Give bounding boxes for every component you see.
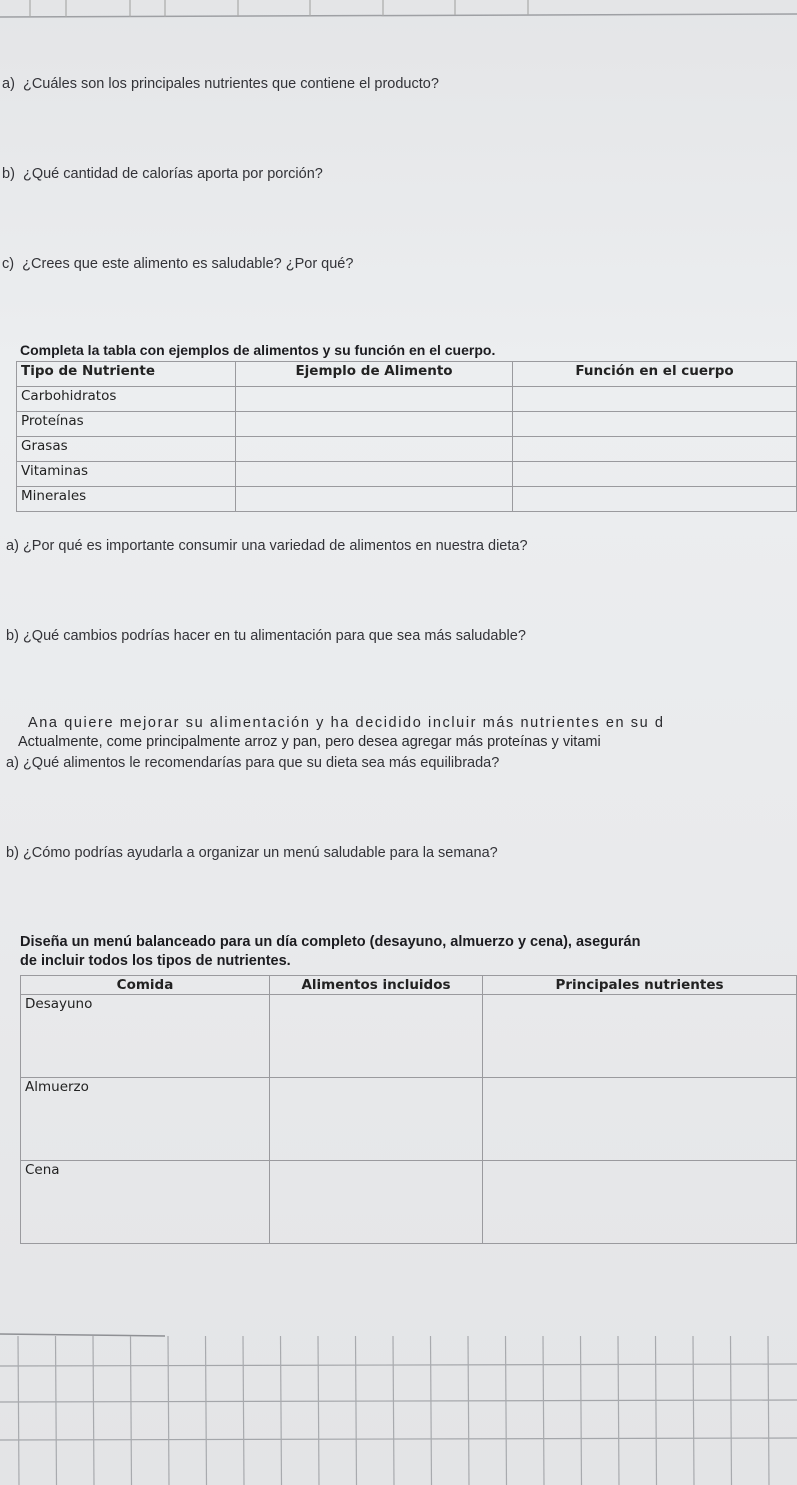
answer-cell[interactable]	[513, 437, 797, 462]
question-changes: b) ¿Qué cambios podrías hacer en tu alimentación para que sea más saludable?	[6, 628, 526, 644]
nutrient-cell: Grasas	[17, 437, 236, 462]
table-row	[21, 1161, 797, 1244]
question-b: b) ¿Qué cantidad de calorías aporta por porción?	[2, 166, 323, 182]
meal-cell: Almuerzo	[21, 1078, 270, 1161]
answer-cell[interactable]	[270, 1161, 483, 1244]
table-row	[21, 1078, 797, 1161]
answer-cell[interactable]	[483, 1078, 797, 1161]
answer-cell[interactable]	[513, 487, 797, 512]
nutrient-cell: Carbohidratos	[17, 387, 236, 412]
nutrient-cell: Proteínas	[17, 412, 236, 437]
answer-cell[interactable]	[236, 412, 513, 437]
table-row	[17, 387, 797, 412]
meal-cell: Desayuno	[21, 995, 270, 1078]
answer-cell[interactable]	[236, 487, 513, 512]
answer-cell[interactable]	[483, 995, 797, 1078]
header-food-example: Ejemplo de Alimento	[236, 362, 513, 387]
table-row	[17, 437, 797, 462]
answer-cell[interactable]	[483, 1161, 797, 1244]
scenario-line-2: Actualmente, come principalmente arroz y pan, pero desea agregar más proteínas y vitami	[18, 734, 601, 750]
answer-cell[interactable]	[513, 412, 797, 437]
table-row	[17, 462, 797, 487]
header-main-nutrients: Principales nutrientes	[483, 976, 797, 995]
nutrient-table	[16, 361, 797, 512]
table-header-row	[21, 976, 797, 995]
table-row	[17, 487, 797, 512]
grid-paper-top	[0, 0, 797, 18]
header-body-function: Función en el cuerpo	[513, 362, 797, 387]
answer-cell[interactable]	[270, 1078, 483, 1161]
grid-paper-bottom	[0, 1330, 797, 1485]
meal-cell: Cena	[21, 1161, 270, 1244]
header-meal: Comida	[21, 976, 270, 995]
table1-title: Completa la tabla con ejemplos de alimentos y su función en el cuerpo.	[20, 342, 496, 358]
table2-title-line2: de incluir todos los tipos de nutrientes.	[20, 953, 291, 969]
scenario-line-1: Ana quiere mejorar su alimentación y ha decidido incluir más nutrientes en su d	[28, 715, 665, 731]
nutrient-cell: Vitaminas	[17, 462, 236, 487]
answer-cell[interactable]	[236, 437, 513, 462]
answer-cell[interactable]	[270, 995, 483, 1078]
question-a: a) ¿Cuáles son los principales nutrientes que contiene el producto?	[2, 76, 439, 92]
table-row	[21, 995, 797, 1078]
menu-table	[20, 975, 797, 1244]
header-foods-included: Alimentos incluidos	[270, 976, 483, 995]
answer-cell[interactable]	[236, 387, 513, 412]
answer-cell[interactable]	[236, 462, 513, 487]
header-nutrient-type: Tipo de Nutriente	[17, 362, 236, 387]
nutrient-cell: Minerales	[17, 487, 236, 512]
question-c: c) ¿Crees que este alimento es saludable? ¿Por qué?	[2, 256, 354, 272]
table-header-row	[17, 362, 797, 387]
answer-cell[interactable]	[513, 462, 797, 487]
question-menu: b) ¿Cómo podrías ayudarla a organizar un menú saludable para la semana?	[6, 845, 498, 861]
table2-title-line1: Diseña un menú balanceado para un día completo (desayuno, almuerzo y cena), asegurán	[20, 934, 641, 950]
question-variety: a) ¿Por qué es importante consumir una variedad de alimentos en nuestra dieta?	[6, 538, 528, 554]
table-row	[17, 412, 797, 437]
question-recommend: a) ¿Qué alimentos le recomendarías para que su dieta sea más equilibrada?	[6, 755, 500, 771]
answer-cell[interactable]	[513, 387, 797, 412]
